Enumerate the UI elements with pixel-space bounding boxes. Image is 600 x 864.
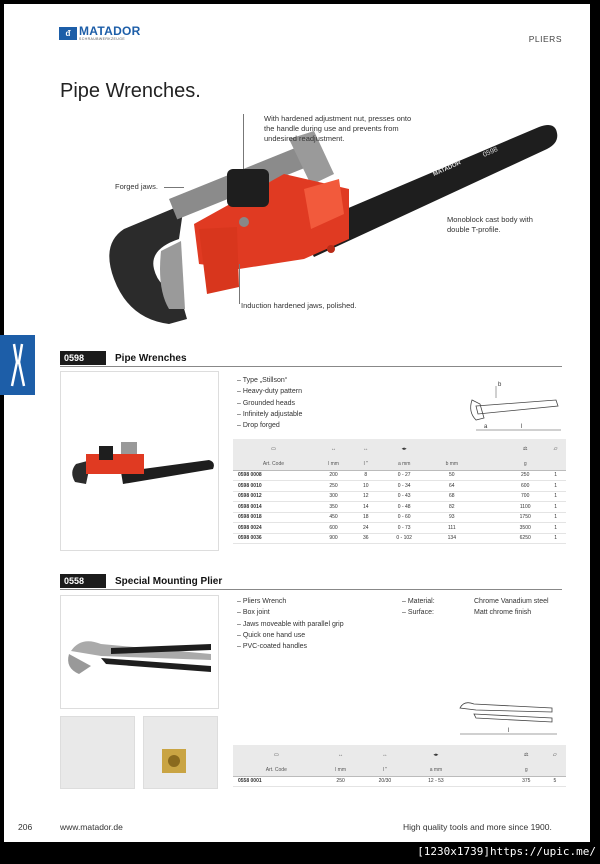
- callout-forged-jaws: Forged jaws.: [115, 182, 158, 191]
- callout-nut: With hardened adjustment nut, presses onto the handle during use and prevents from undesired readjustment.: [264, 114, 412, 143]
- spec-list: [402, 596, 549, 618]
- table-cell: 250: [505, 470, 545, 481]
- arrows-icon: ◂▸: [378, 439, 430, 459]
- page-number: 206: [18, 822, 33, 832]
- table-row: [233, 470, 566, 481]
- table-cell: 700: [505, 491, 545, 502]
- section-header-0598: [60, 351, 187, 365]
- section-rule: [60, 366, 562, 367]
- table-cell: [474, 491, 485, 502]
- table-cell: [495, 533, 506, 544]
- spec-key: – Material:: [402, 596, 474, 607]
- table-row: [233, 523, 566, 534]
- spec-value: Matt chrome finish: [474, 609, 532, 616]
- table-cell: [495, 491, 506, 502]
- table-cell: 450: [314, 512, 353, 523]
- pliers-tab-marker: [0, 335, 35, 395]
- dimension-diagram: [452, 694, 562, 740]
- dim-label: l: [508, 728, 510, 734]
- table-cell: 64: [430, 481, 474, 492]
- table-cell: 0 - 60: [378, 512, 430, 523]
- table-cell: [495, 512, 506, 523]
- table-cell: 1: [545, 523, 566, 534]
- table-cell: [475, 776, 486, 787]
- box-icon: ▱: [545, 439, 566, 459]
- table-cell: [486, 776, 497, 787]
- table-cell: 20/30: [362, 776, 409, 787]
- table-row: [233, 776, 566, 787]
- table-cell: 0 - 48: [378, 502, 430, 513]
- arrows-icon: ↔: [314, 439, 353, 459]
- table-cell: [474, 523, 485, 534]
- col-header: b mm: [430, 459, 474, 470]
- table-cell: [474, 502, 485, 513]
- table-cell: 600: [505, 481, 545, 492]
- table-cell: 18: [353, 512, 378, 523]
- article-code: 0558 0001: [233, 776, 320, 787]
- table-cell: 1: [545, 512, 566, 523]
- col-header: l ": [362, 765, 409, 776]
- feature-item: – PVC-coated handles: [237, 641, 344, 652]
- arrows-icon: ↔: [320, 745, 362, 765]
- feature-item: – Type „Stillson“: [237, 375, 302, 386]
- plier-detail-image: [143, 716, 218, 789]
- col-header: l mm: [314, 459, 353, 470]
- table-cell: [498, 776, 509, 787]
- table-cell: [495, 470, 506, 481]
- box-icon: ▱: [544, 745, 566, 765]
- callout-induction: Induction hardened jaws, polished.: [241, 301, 357, 310]
- col-header: l mm: [320, 765, 362, 776]
- table-cell: [484, 502, 495, 513]
- table-cell: [495, 481, 506, 492]
- arrows-icon: ↔: [362, 745, 409, 765]
- item-icon: ▭: [233, 439, 314, 459]
- table-cell: 1: [545, 502, 566, 513]
- feature-item: – Quick one hand use: [237, 630, 344, 641]
- table-cell: 300: [314, 491, 353, 502]
- table-cell: 250: [320, 776, 362, 787]
- hero-handle-brand: MATADOR: [432, 160, 463, 178]
- table-cell: 14: [353, 502, 378, 513]
- table-cell: [474, 470, 485, 481]
- mounting-plier-product-image: [60, 595, 219, 709]
- table-cell: 8: [353, 470, 378, 481]
- table-cell: 12 - 53: [408, 776, 463, 787]
- table-cell: 0 - 27: [378, 470, 430, 481]
- slogan: High quality tools and more since 1900.: [403, 822, 552, 832]
- table-cell: [474, 512, 485, 523]
- table-cell: 1: [545, 533, 566, 544]
- item-icon: ▭: [233, 745, 320, 765]
- col-header: Art. Code: [233, 765, 320, 776]
- article-code: 0598 0018: [233, 512, 314, 523]
- features-list: [237, 596, 344, 652]
- spec-row: [402, 607, 549, 618]
- table-cell: 0 - 73: [378, 523, 430, 534]
- table-cell: 0 - 102: [378, 533, 430, 544]
- col-header: a mm: [408, 765, 463, 776]
- table-cell: [484, 491, 495, 502]
- table-cell: 1: [545, 470, 566, 481]
- features-list: [237, 375, 302, 431]
- table-cell: 24: [353, 523, 378, 534]
- table-cell: 6250: [505, 533, 545, 544]
- table-row: [233, 512, 566, 523]
- table-cell: 134: [430, 533, 474, 544]
- table-cell: 350: [314, 502, 353, 513]
- scale-icon: ⚖: [509, 745, 544, 765]
- table-cell: 1100: [505, 502, 545, 513]
- dim-label: a: [484, 424, 488, 430]
- col-header: Art. Code: [233, 459, 314, 470]
- table-row: [233, 533, 566, 544]
- table-cell: [484, 512, 495, 523]
- table-row: [233, 502, 566, 513]
- spec-table-0558: [233, 745, 566, 787]
- table-cell: 93: [430, 512, 474, 523]
- spec-row: [402, 596, 549, 607]
- table-cell: 5: [544, 776, 566, 787]
- section-title: Special Mounting Plier: [115, 575, 223, 587]
- plier-detail-image: [60, 716, 135, 789]
- feature-item: – Drop forged: [237, 420, 302, 431]
- hero-handle-text: 0598: [481, 146, 500, 159]
- arrows-icon: ◂▸: [408, 745, 463, 765]
- table-cell: 1: [545, 481, 566, 492]
- dim-label: l: [521, 424, 523, 430]
- section-header-0558: [60, 574, 222, 588]
- article-code: 0598 0010: [233, 481, 314, 492]
- table-cell: 82: [430, 502, 474, 513]
- logo-mark: ᵭ: [59, 27, 77, 40]
- table-cell: [474, 481, 485, 492]
- table-cell: 3500: [505, 523, 545, 534]
- pipe-wrench-product-image: [60, 371, 219, 551]
- col-header: g: [509, 765, 544, 776]
- table-cell: 200: [314, 470, 353, 481]
- col-header: l ": [353, 459, 378, 470]
- feature-item: – Heavy-duty pattern: [237, 386, 302, 397]
- section-code: 0558: [60, 574, 106, 588]
- article-code: 0598 0014: [233, 502, 314, 513]
- table-cell: 250: [314, 481, 353, 492]
- table-cell: 600: [314, 523, 353, 534]
- table-cell: 12: [353, 491, 378, 502]
- dimension-diagram: [466, 378, 566, 436]
- table-row: [233, 491, 566, 502]
- table-cell: 68: [430, 491, 474, 502]
- table-cell: [484, 533, 495, 544]
- scale-icon: ⚖: [505, 439, 545, 459]
- table-cell: 0 - 43: [378, 491, 430, 502]
- spec-key: – Surface:: [402, 607, 474, 618]
- article-code: 0598 0036: [233, 533, 314, 544]
- table-row: [233, 481, 566, 492]
- section-title: Pipe Wrenches: [115, 352, 187, 364]
- table-cell: 36: [353, 533, 378, 544]
- leader-line: [243, 114, 244, 169]
- spec-table-0598: [233, 439, 566, 544]
- table-cell: 0 - 34: [378, 481, 430, 492]
- spec-value: Chrome Vanadium steel: [474, 598, 549, 605]
- table-cell: 375: [509, 776, 544, 787]
- table-cell: 111: [430, 523, 474, 534]
- feature-item: – Grounded heads: [237, 398, 302, 409]
- feature-item: – Pliers Wrench: [237, 596, 344, 607]
- category-label: PLIERS: [528, 34, 562, 44]
- page-title: Pipe Wrenches.: [60, 80, 201, 102]
- feature-item: – Jaws moveable with parallel grip: [237, 619, 344, 630]
- feature-item: – Infinitely adjustable: [237, 409, 302, 420]
- brand-subtitle: SCHRAUBWERKZEUGE: [79, 37, 126, 41]
- article-code: 0598 0012: [233, 491, 314, 502]
- dim-label: b: [498, 382, 502, 388]
- col-header: g: [505, 459, 545, 470]
- catalog-page: [4, 4, 590, 842]
- table-cell: [484, 523, 495, 534]
- table-cell: [484, 481, 495, 492]
- table-cell: 50: [430, 470, 474, 481]
- feature-item: – Box joint: [237, 607, 344, 618]
- table-cell: [474, 533, 485, 544]
- table-cell: [464, 776, 475, 787]
- matador-logo: [59, 26, 141, 41]
- table-cell: 1: [545, 491, 566, 502]
- arrows-icon: ↔: [353, 439, 378, 459]
- leader-line: [239, 264, 240, 304]
- table-cell: [495, 502, 506, 513]
- article-code: 0598 0008: [233, 470, 314, 481]
- section-rule: [60, 589, 562, 590]
- callout-body: Monoblock cast body with double T-profile.: [447, 215, 533, 234]
- brand-name: MATADOR: [79, 24, 141, 38]
- section-code: 0598: [60, 351, 106, 365]
- image-credit: [1230x1739]https://upic.me/: [417, 845, 596, 858]
- leader-line: [164, 187, 184, 188]
- col-header: a mm: [378, 459, 430, 470]
- article-code: 0598 0024: [233, 523, 314, 534]
- table-cell: 10: [353, 481, 378, 492]
- table-cell: [495, 523, 506, 534]
- table-cell: 1750: [505, 512, 545, 523]
- table-cell: 900: [314, 533, 353, 544]
- website-link[interactable]: www.matador.de: [60, 822, 123, 832]
- table-cell: [484, 470, 495, 481]
